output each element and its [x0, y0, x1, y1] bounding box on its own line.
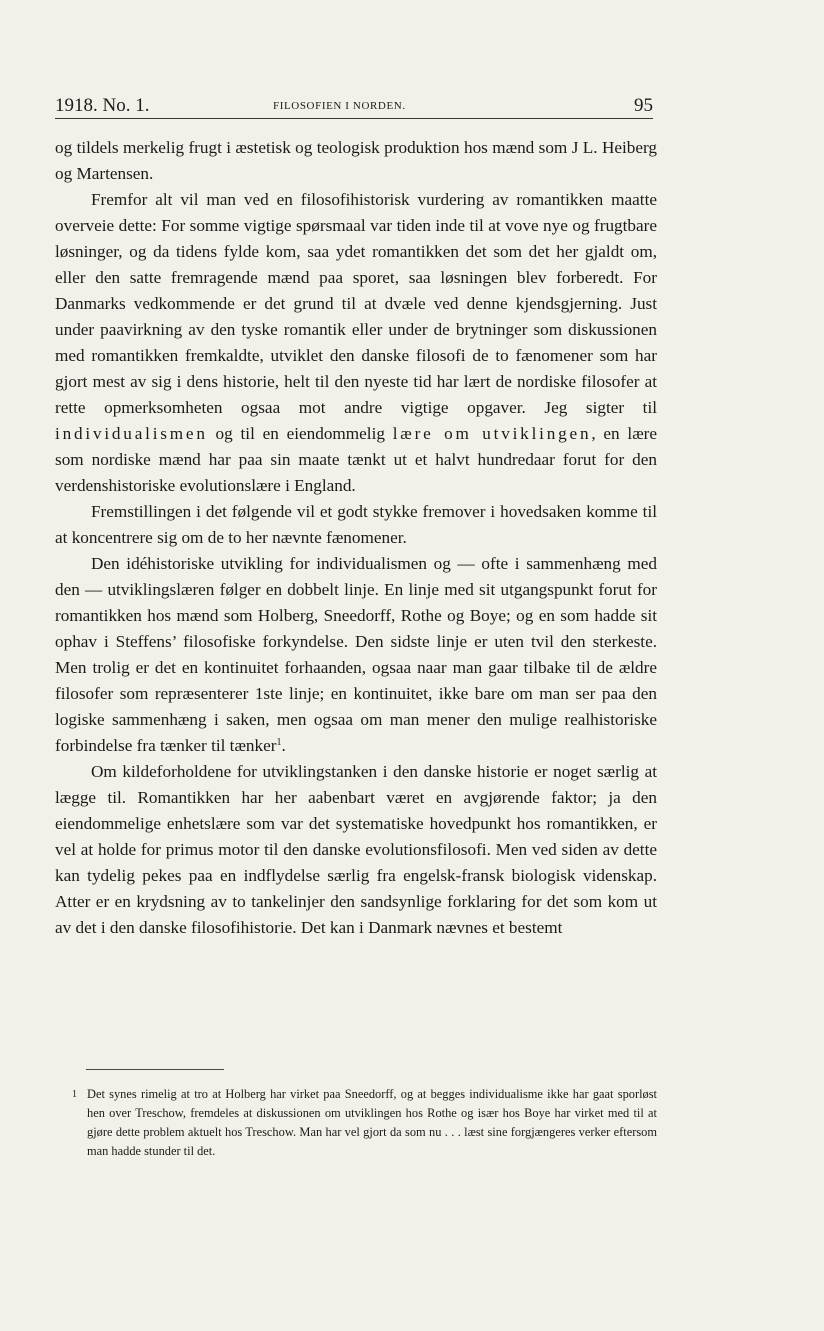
footnote-divider	[86, 1069, 224, 1070]
footnote-text: Det synes rimelig at tro at Holberg har virket paa Sneedorff, og at begges individualisme ikke har gaat sporløst hen over Treschow, fremdeles at diskussionen om utviklingen hos Rothe og især hos Boye har virket med til at gjøre dette problem aktuelt hos Treschow. Man har vel gjort da som nu . . . læst sine forgjængeres verker eftersom man hadde stunder til det.	[87, 1087, 657, 1158]
paragraph-2-text-1: Fremfor alt vil man ved en filosofihistorisk vurdering av romantikken maatte overveie dette: For somme vigtige spørsmaal var tiden inde til at vove nye og frugtbare løsninger, og da tidens fylde kom, saa ydet romantikken det som det her gjaldt om, eller den satte fremragende mænd paa sporet, saa løsningen blev forberedt. For Danmarks vedkommende er det grund til at dvæle ved denne kjendsgjerning. Just under paavirkning av den tyske romantik eller under de brytninger som diskussionen med romantikken fremkaldte, utviklet den danske filosofi de to fænomener som har gjort mest av sig i dens historie, helt til den nyeste tid har lært de nordiske filosofer at rette opmerksomheten ogsaa mot andre vigtige opgaver. Jeg sigter til	[55, 190, 657, 417]
emphasis-evolution-doctrine: lære om utviklingen	[392, 424, 592, 443]
paragraph-4-text: Den idéhistoriske utvikling for individualismen og — ofte i sammenhæng med den — utviklingslæren følger en dobbelt linje. En linje med sit utgangspunkt forut for romantikken hos mænd som Holberg, Sneedorff, Rothe og Boye; og en som hadde sit ophav i Steffens’ filosofiske forkyndelse. Den sidste linje er uten tvil den sterkeste. Men trolig er det en kontinuitet forhaanden, ogsaa naar man gaar tilbake til de ældre filosofer som repræsenterer 1ste linje; en kontinuitet, ikke bare om man ser paa den logiske sammenhæng i saken, men ogsaa om man mener den mulige realhistoriske forbindelse fra tænker til tænker	[55, 554, 657, 755]
paragraph-4: Den idéhistoriske utvikling for individualismen og — ofte i sammenhæng med den — utviklingslæren følger en dobbelt linje. En linje med sit utgangspunkt forut for romantikken hos mænd som Holberg, Sneedorff, Rothe og Boye; og en som hadde sit ophav i Steffens’ filosofiske forkyndelse. Den sidste linje er uten tvil den sterkeste. Men trolig er det en kontinuitet forhaanden, ogsaa naar man gaar tilbake til de ældre filosofer som repræsenterer 1ste linje; en kontinuitet, ikke bare om man ser paa den logiske sammenhæng i saken, men ogsaa om man mener den mulige realhistoriske forbindelse fra tænker til tænker$^1$.	[55, 554, 657, 755]
paragraph-3: Fremstillingen i det følgende vil et godt stykke fremover i hovedsaken komme til at koncentrere sig om de to her nævnte fænomener.	[55, 502, 657, 547]
chapter-title: FILOSOFIEN I NORDEN.	[273, 100, 406, 112]
paragraph-5: Om kildeforholdene for utviklingstanken i den danske historie er noget særlig at lægge til. Romantikken har her aabenbart været en avgjørende faktor; ja den eiendommelige enhetslære som var det systematiske hovedpunkt hos romantikken, er vel at holde for primus motor til den danske evolutionsfilosofi. Men ved siden av dette kan tydelig pekes paa en indflydelse særlig fra engelsk-fransk biologisk videnskap. Atter er en krydsning av to tankelinjer den sandsynlige forklaring for det som kom ut av det i den danske filosofihistorie. Det kan i Danmark nævnes et bestemt	[55, 762, 657, 937]
paragraph-2	[55, 187, 657, 499]
footnote	[55, 1085, 657, 1161]
footnote-reference: 1	[276, 737, 282, 748]
emphasis-individualism: individualismen	[55, 424, 208, 443]
header-rule	[55, 118, 653, 119]
running-header	[55, 93, 653, 119]
paragraph-1: og tildels merkelig frugt i æstetisk og teologisk produktion hos mænd som J L. Heiberg og Martensen.	[55, 138, 657, 183]
footnote-marker: 1	[72, 1089, 77, 1100]
volume-label: 1918. No. 1.	[55, 95, 150, 116]
main-text	[55, 135, 657, 941]
page-number: 95	[634, 95, 653, 116]
paragraph-2-text-3: , en lære som nordiske mænd har paa sin maate tænkt ut et halvt hundredaar forut for den verdenshistoriske evolutionslære i England.	[55, 424, 658, 495]
paragraph-2-text-2: og til en eiendommelig	[215, 424, 385, 443]
